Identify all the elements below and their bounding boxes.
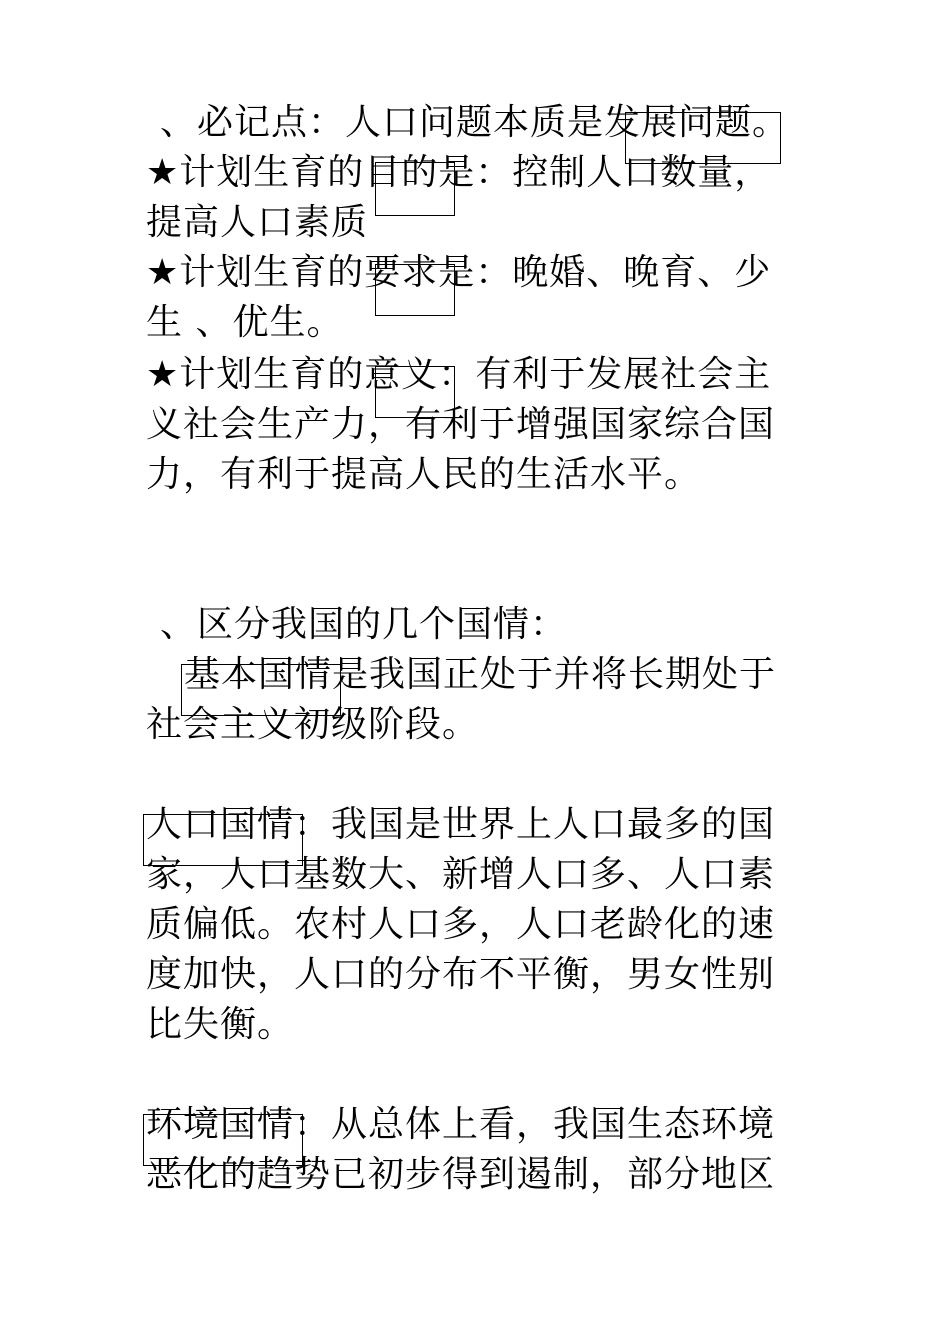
highlight-box [143, 1114, 303, 1166]
section2-heading: 、区分我国的几个国情： [160, 604, 568, 645]
text-line: 义社会生产力，有利于增强国家综合国 [146, 404, 776, 445]
text-line: 提高人口素质 [146, 202, 369, 243]
highlight-box [625, 112, 781, 164]
text-line: ★计划生育的意义：有利于发展社会主 [146, 354, 772, 395]
text-line: 比失衡。 [146, 1004, 295, 1045]
text-line: ★计划生育的要求是：晚婚、晚育、少 [146, 252, 772, 293]
text-line: 环境国情：从总体上看，我国生态环境 [146, 1104, 776, 1145]
text-line: 恶化的趋势已初步得到遏制，部分地区 [146, 1154, 776, 1195]
text-line: ★计划生育的目的是：控制人口数量， [146, 152, 772, 193]
text-line: 社会主义初级阶段。 [146, 704, 480, 745]
highlight-box [375, 264, 455, 316]
text-line: 度加快，人口的分布不平衡，男女性别 [146, 954, 776, 995]
text-line: 基本国情是我国正处于并将长期处于 [184, 654, 777, 695]
highlight-box [375, 162, 455, 216]
highlight-box [143, 814, 303, 866]
text-line: 家，人口基数大、新增人口多、人口素 [146, 854, 776, 895]
text-line: 力，有利于提高人民的生活水平。 [146, 454, 702, 495]
highlight-box [375, 366, 455, 418]
highlight-box [181, 664, 341, 716]
text-line: 人口国情：我国是世界上人口最多的国 [146, 804, 776, 845]
text-line: 生 、优生。 [146, 302, 344, 343]
text-line: 质偏低。农村人口多，人口老龄化的速 [146, 904, 776, 945]
section1-heading: 、必记点：人口问题本质是发展问题。 [160, 102, 790, 143]
